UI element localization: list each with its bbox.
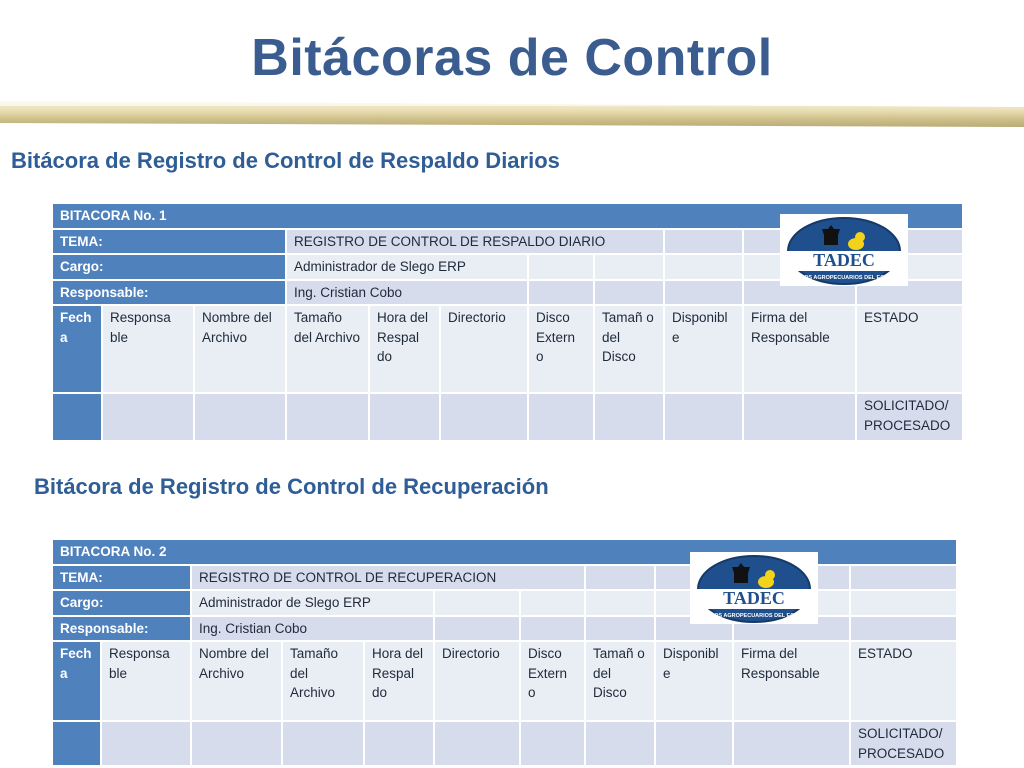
table-header: BITACORA No. 1 (52, 203, 963, 229)
column-header: Firma del Responsable (733, 641, 850, 721)
tadec-logo (690, 552, 818, 624)
column-header: Directorio (440, 305, 528, 393)
column-header-row (52, 305, 963, 393)
section-heading-recovery: Bitácora de Registro de Control de Recuperación (34, 474, 549, 499)
cargo-label: Cargo: (52, 254, 286, 280)
title-divider-bar (0, 101, 1024, 127)
column-header: Tamaño del Archivo (286, 305, 369, 393)
responsable-label: Responsable: (52, 280, 286, 306)
column-header: Tamaño del Archivo (282, 641, 364, 721)
column-header: Responsa ble (101, 641, 191, 721)
slide-title: Bitácoras de Control (251, 29, 773, 87)
column-header: ESTADO (856, 305, 963, 393)
responsable-value: Ing. Cristian Cobo (286, 280, 528, 306)
tema-value: REGISTRO DE CONTROL DE RESPALDO DIARIO (286, 229, 664, 255)
tema-value: REGISTRO DE CONTROL DE RECUPERACION (191, 565, 585, 591)
tema-label: TEMA: (52, 229, 286, 255)
column-header: Directorio (434, 641, 520, 721)
column-header: Fech a (52, 305, 102, 393)
svg-text:TADEC: TADEC (813, 250, 875, 270)
responsable-value: Ing. Cristian Cobo (191, 616, 434, 642)
recovery-log-table (51, 538, 958, 767)
column-header: Tamañ o del Disco (585, 641, 655, 721)
estado-value: SOLICITADO/ PROCESADO (856, 393, 963, 441)
svg-text:TECNICOS AGROPECUARIOS DEL ECU: TECNICOS AGROPECUARIOS DEL ECUADOR (783, 275, 905, 281)
column-header: Nombre del Archivo (194, 305, 286, 393)
responsable-label: Responsable: (52, 616, 191, 642)
column-header: Disponibl e (655, 641, 733, 721)
column-header: Hora del Respal do (364, 641, 434, 721)
tadec-logo (780, 214, 908, 286)
table-row (52, 590, 957, 616)
column-header: Tamañ o del Disco (594, 305, 664, 393)
cargo-value: Administrador de Slego ERP (191, 590, 434, 616)
table-row (52, 721, 957, 766)
section-heading-backup: Bitácora de Registro de Control de Respaldo Diarios (11, 148, 560, 173)
column-header: Disco Extern o (520, 641, 585, 721)
table-header-row (52, 539, 957, 565)
cargo-label: Cargo: (52, 590, 191, 616)
tema-label: TEMA: (52, 565, 191, 591)
table-header: BITACORA No. 2 (52, 539, 957, 565)
table-row (52, 565, 957, 591)
column-header-row (52, 641, 957, 721)
table-row (52, 616, 957, 642)
svg-text:TADEC: TADEC (723, 588, 785, 608)
column-header: Firma del Responsable (743, 305, 856, 393)
column-header: Fech a (52, 641, 101, 721)
cargo-value: Administrador de Slego ERP (286, 254, 528, 280)
column-header: Responsa ble (102, 305, 194, 393)
column-header: Disco Extern o (528, 305, 594, 393)
table-row (52, 393, 963, 441)
column-header: Nombre del Archivo (191, 641, 282, 721)
column-header: ESTADO (850, 641, 957, 721)
column-header: Disponibl e (664, 305, 743, 393)
svg-text:TECNICOS AGROPECUARIOS DEL ECU: TECNICOS AGROPECUARIOS DEL ECUADOR (693, 613, 815, 619)
column-header: Hora del Respal do (369, 305, 440, 393)
estado-value: SOLICITADO/ PROCESADO (850, 721, 957, 766)
